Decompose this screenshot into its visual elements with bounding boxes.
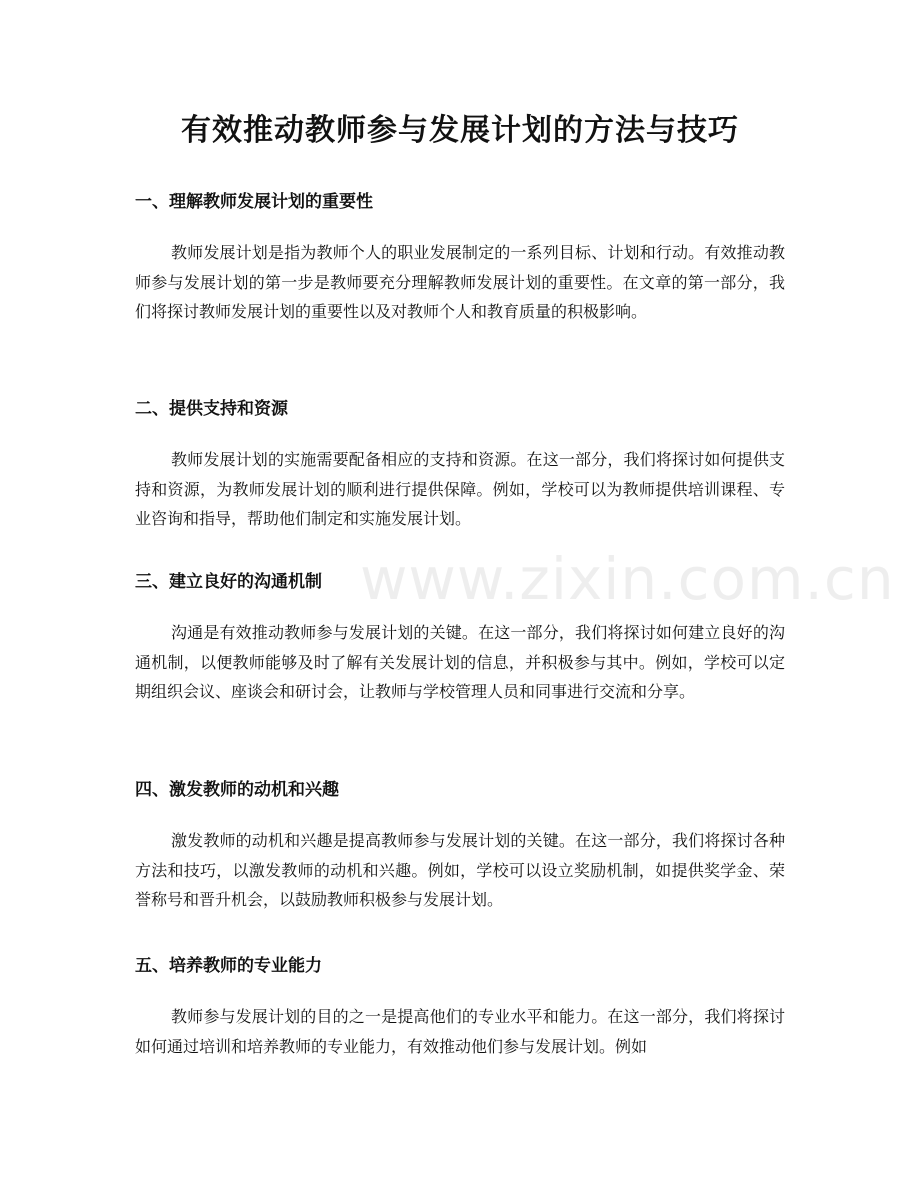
section-3 (135, 570, 785, 707)
section-heading: 一、理解教师发展计划的重要性 (135, 192, 373, 212)
section-paragraph: 教师参与发展计划的目的之一是提高他们的专业水平和能力。在这一部分，我们将探讨如何通过培训和培养教师的专业能力，有效推动他们参与发展计划。例如 (135, 1007, 785, 1056)
section-paragraph: 教师发展计划是指为教师个人的职业发展制定的一系列目标、计划和行动。有效推动教师参与发展计划的第一步是教师要充分理解教师发展计划的重要性。在文章的第一部分，我们将探讨教师发展计划的重要性以及对教师个人和教育质量的积极影响。 (135, 243, 785, 321)
section-heading: 五、培养教师的专业能力 (135, 956, 322, 976)
section-heading: 二、提供支持和资源 (135, 399, 288, 419)
section-5 (135, 954, 785, 1061)
watermark: www.zixin.com.cn (360, 545, 895, 613)
section-paragraph: 激发教师的动机和兴趣是提高教师参与发展计划的关键。在这一部分，我们将探讨各种方法和技巧，以激发教师的动机和兴趣。例如，学校可以设立奖励机制，如提供奖学金、荣誉称号和晋升机会，以鼓励教师积极参与发展计划。 (135, 831, 785, 909)
section-heading: 三、建立良好的沟通机制 (135, 572, 322, 592)
section-heading: 四、激发教师的动机和兴趣 (135, 780, 339, 800)
document-title: 有效推动教师参与发展计划的方法与技巧 (181, 113, 739, 148)
section-2 (135, 397, 785, 534)
section-paragraph: 沟通是有效推动教师参与发展计划的关键。在这一部分，我们将探讨如何建立良好的沟通机制，以便教师能够及时了解有关发展计划的信息，并积极参与其中。例如，学校可以定期组织会议、座谈会和研讨会，让教师与学校管理人员和同事进行交流和分享。 (135, 623, 785, 701)
section-1 (135, 190, 785, 327)
section-4 (135, 778, 785, 915)
section-paragraph: 教师发展计划的实施需要配备相应的支持和资源。在这一部分，我们将探讨如何提供支持和资源，为教师发展计划的顺利进行提供保障。例如，学校可以为教师提供培训课程、专业咨询和指导，帮助他们制定和实施发展计划。 (135, 450, 785, 528)
